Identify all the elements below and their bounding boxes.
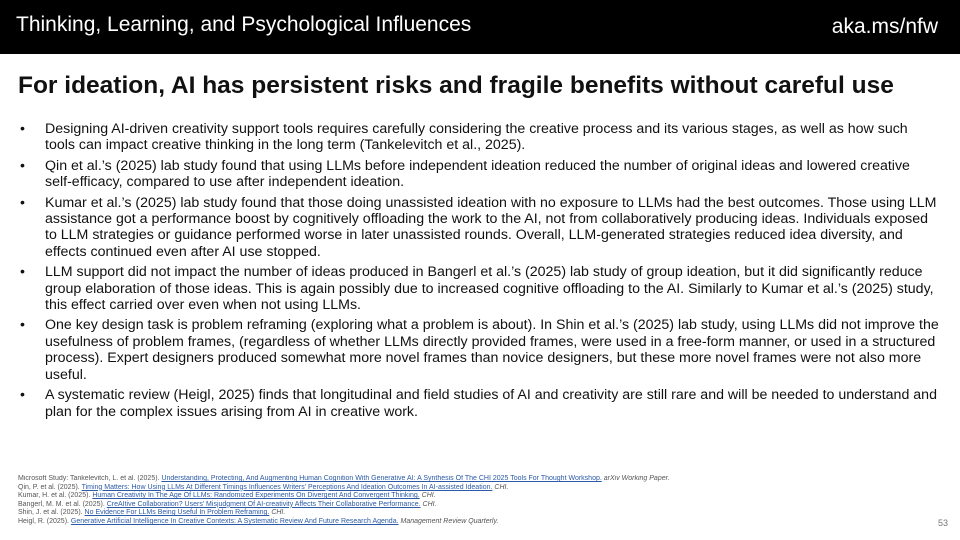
reference-venue: Management Review Quarterly. [400,517,499,525]
bullet-text: One key design task is problem reframing (exploring what a problem is about). In Shin et al.’s (2025) lab study, using LLMs did not improve the usefulness of problem frames, (regardless of whether LLMs directly provided frames, were used in a free-form manner, or used in a structured process). Expert designers produced somewhat more novel frames than novice designers, but these more novel frames were not also more useful. [45,317,939,383]
bullet-item [20,387,940,420]
bullet-text: Kumar et al.’s (2025) lab study found that those doing unassisted ideation with no exposure to LLMs had the best outcomes. Those using LLM assistance got a performance boost by cognitively offloading the work to the AI, not from collaboratively producing ideas. Individuals exposed to LLM strategies or guidance performed worse in later unassisted rounds. Overall, LLM-generated strategies reduced idea diversity, and effects continued even after AI use stopped. [45,194,937,260]
shortlink-text: aka.ms/nfw [831,15,938,38]
bullet-text: LLM support did not impact the number of ideas produced in Bangerl et al.’s (2025) lab study of group ideation, but it did significantly reduce group elaboration of those ideas. This is again possibly due to increased cognitive offloading to the AI. Similarly to Kumar et al.’s (2025) study, this effect carried over even when not using LLMs. [45,264,934,314]
reference-authors: Microsoft Study: Tankelevitch, L. et al. (2025). [18,475,160,482]
reference-authors: Heigl, R. (2025). [18,517,69,525]
reference-authors: Shin, J. et al. (2025). [18,509,83,517]
reference-authors: Qin, P. et al. (2025). [18,483,80,491]
bullet-text: Designing AI-driven creativity support tools requires carefully considering the creative process and its various stages, as well as how such tools can impact creative thinking in the long term (Tankelevitch et al., 2025). [45,121,908,154]
reference-authors: Kumar, H. et al. (2025). [18,492,91,500]
reference-item [18,509,918,518]
bullet-item [20,158,940,191]
reference-item [18,475,918,484]
bullet-item [20,317,940,383]
reference-authors: Bangerl, M. M. et al. (2025). [18,500,105,508]
bullet-item [20,195,940,261]
bullet-item [20,121,940,154]
reference-link[interactable]: Understanding, Protecting, And Augmenting Human Cognition With Generative AI: A Synthesis Of The CHI 2025 Tools For Thought Workshop. [161,475,602,482]
page-number: 53 [937,518,948,528]
reference-item [18,518,918,527]
bullet-text: Qin et al.’s (2025) lab study found that using LLMs before independent ideation reduced the number of original ideas and lowered creative self-efficacy, compared to use after independent ideation. [45,157,910,191]
section-title: Thinking, Learning, and Psychological Influences [16,13,472,36]
slide-header-bar [0,0,960,54]
bullet-item [20,264,940,313]
bullet-dot: • [20,157,25,174]
bullet-list [20,121,940,424]
reference-link[interactable]: Timing Matters: How Using LLMs At Different Timings Influences Writers’ Perceptions And Ideation Outcomes In AI-assisted Ideation. [81,483,493,491]
reference-venue: CHI. [271,509,286,517]
reference-item [18,492,918,501]
bullet-dot: • [20,387,25,404]
reference-item [18,484,918,493]
bullet-text: A systematic review (Heigl, 2025) finds that longitudinal and field studies of AI and creativity are still rare and will be needed to understand and plan for the complex issues arising from AI in creative work. [45,387,937,420]
slide-title: For ideation, AI has persistent risks and fragile benefits without careful use [18,72,894,99]
reference-link[interactable]: No Evidence For LLMs Being Useful In Problem Reframing. [84,509,270,517]
bullet-dot: • [20,264,25,281]
reference-link[interactable]: Human Creativity In The Age Of LLMs: Randomized Experiments On Divergent And Convergent Thinking. [92,492,420,500]
reference-link[interactable]: CreAItive Collaboration? Users’ Misjudgment Of AI-creativity Affects Their Collaborative Performance. [106,500,421,508]
reference-venue: CHI. [422,500,437,508]
reference-venue: CHI. [421,492,436,500]
bullet-dot: • [20,317,25,334]
reference-venue: arXiv Working Paper. [603,475,670,482]
reference-item [18,501,918,510]
bullet-dot: • [20,121,25,137]
reference-venue: CHI. [494,483,509,491]
bullet-dot: • [20,194,25,211]
reference-link[interactable]: Generative Artificial Intelligence In Creative Contexts: A Systematic Review And Future Research Agenda. [70,517,399,525]
references-list [18,475,918,527]
